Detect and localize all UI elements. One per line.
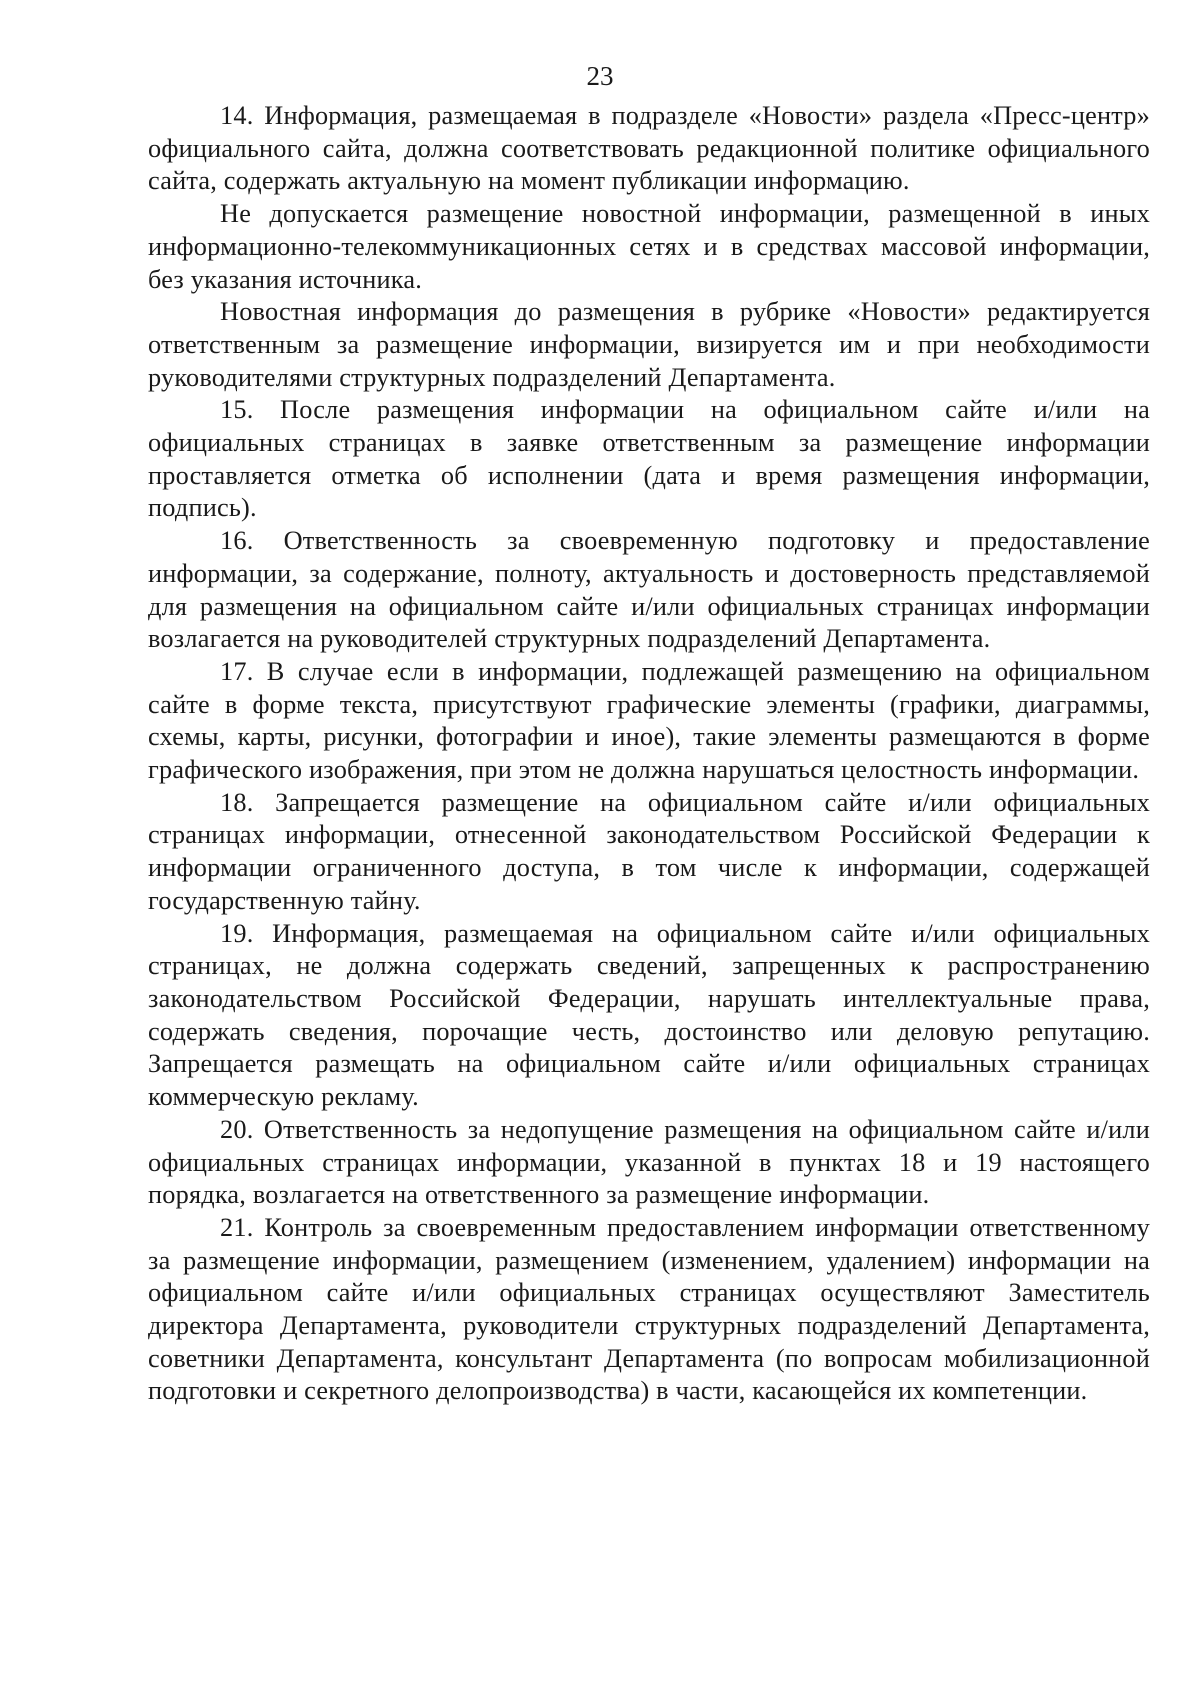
paragraph-16: 16. Ответственность за своевременную подготовку и предоставление информации, за содержание, полноту, актуальность и достоверность представляемой для размещения на официальном сайте и/или официальных страницах информации возлагается на руководителей структурных подразделений Департамента. xyxy=(148,526,1150,654)
paragraph-14: 14. Информация, размещаемая в подразделе «Новости» раздела «Пресс-центр» официального сайта, должна соответствовать редакционной политике официального сайта, содержать актуальную на момент публикации информацию. xyxy=(148,101,1150,196)
page-number: 23 xyxy=(586,61,614,91)
paragraph-14-news-source: Не допускается размещение новостной информации, размещенной в иных информационно-телекоммуникационных сетях и в средствах массовой информации, без указания источника. xyxy=(148,199,1150,294)
paragraph-14-news-editing: Новостная информация до размещения в рубрике «Новости» редактируется ответственным за размещение информации, визируется им и при необходимости руководителями структурных подразделений Департамента. xyxy=(148,297,1150,392)
paragraph-17: 17. В случае если в информации, подлежащей размещению на официальном сайте в форме текста, присутствуют графические элементы (графики, диаграммы, схемы, карты, рисунки, фотографии и иное), такие элементы размещаются в форме графического изображения, при этом не должна нарушаться целостность информации. xyxy=(148,656,1150,785)
paragraph-21: 21. Контроль за своевременным предоставлением информации ответственному за размещение информации, размещением (изменением, удалением) информации на официальном сайте и/или официальных страницах осуществляют Заместитель директора Департамента, руководители структурных подразделений Департамента, советники Департамента, консультант Департамента (по вопросам мобилизационной подготовки и секретного делопроизводства) в части, касающейся их компетенции. xyxy=(148,1212,1150,1406)
paragraph-19: 19. Информация, размещаемая на официальном сайте и/или официальных страницах, не должна содержать сведений, запрещенных к распространению законодательством Российской Федерации, нарушать интеллектуальные права, содержать сведения, порочащие честь, достоинство или деловую репутацию. Запрещается размещать на официальном сайте и/или официальных страницах коммерческую рекламу. xyxy=(148,918,1150,1112)
paragraph-15: 15. После размещения информации на официальном сайте и/или на официальных страницах в заявке ответственным за размещение информации проставляется отметка об исполнении (дата и время размещения информации, подпись). xyxy=(148,395,1150,523)
paragraph-20: 20. Ответственность за недопущение размещения на официальном сайте и/или официальных страницах информации, указанной в пунктах 18 и 19 настоящего порядка, возлагается на ответственного за размещение информации. xyxy=(148,1114,1150,1210)
document-body xyxy=(148,100,1150,1408)
paragraph-18: 18. Запрещается размещение на официальном сайте и/или официальных страницах информации, отнесенной законодательством Российской Федерации к информации ограниченного доступа, в том числе к информации, содержащей государственную тайну. xyxy=(148,787,1150,915)
